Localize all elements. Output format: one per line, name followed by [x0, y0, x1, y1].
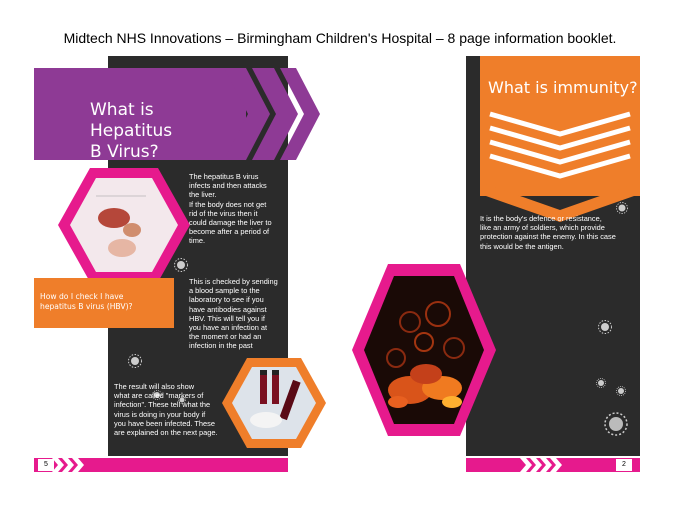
- virus-icon: [604, 412, 628, 436]
- check-line: a blood sample to the: [189, 286, 260, 296]
- result-text: [114, 382, 234, 437]
- microscopy-hexagon: [350, 262, 498, 438]
- left-page: [34, 56, 334, 484]
- footer-chevrons: [52, 458, 142, 472]
- hepatitis-title-line2: B Virus?: [90, 142, 159, 162]
- orange-chevrons-down: [486, 110, 634, 210]
- virus-icon: [616, 202, 628, 214]
- result-line: are explained on the next page.: [114, 428, 218, 438]
- intro-line: rid of the virus then it: [189, 208, 258, 218]
- page-number-left: 5: [38, 459, 54, 471]
- check-line: you have an infection at: [189, 323, 268, 333]
- intro-line: the liver.: [189, 190, 217, 200]
- result-line: infection". These tell what the: [114, 400, 211, 410]
- intro-line: infects and then attacks: [189, 181, 267, 191]
- check-line: the moment or had an: [189, 332, 262, 342]
- virus-icon: [616, 386, 626, 396]
- blood-tube: [260, 374, 267, 404]
- check-text: [189, 277, 289, 351]
- intro-text: [189, 172, 289, 246]
- hepatitis-title: [90, 100, 240, 163]
- intro-line: time.: [189, 236, 206, 246]
- result-line: virus is doing in your body if: [114, 409, 206, 419]
- virus-icon: [598, 320, 612, 334]
- blood-sample-hexagon: [220, 356, 328, 450]
- virus-icon: [174, 258, 188, 272]
- immunity-line: like an army of soldiers, which provide: [480, 223, 605, 233]
- footer-chevrons: [520, 458, 610, 472]
- intro-line: become after a period of: [189, 227, 270, 237]
- liver-shape: [98, 208, 130, 228]
- hbv-question-line2: hepatitus B virus (HBV)?: [40, 302, 133, 311]
- immunity-line: this would be the antigen.: [480, 241, 564, 251]
- immunity-title: What is immunity?: [488, 78, 638, 97]
- booklet-caption: Midtech NHS Innovations – Birmingham Children's Hospital – 8 page information booklet.: [63, 30, 617, 46]
- hepatitis-title-line1: What is Hepatitus: [90, 100, 173, 141]
- hbv-question: [40, 292, 170, 312]
- intro-line: The hepatitus B virus: [189, 172, 259, 181]
- check-line: laboratory to see if you: [189, 295, 264, 305]
- result-line: The result will also show: [114, 382, 195, 391]
- virus-icon: [596, 378, 606, 388]
- immunity-line: protection against the enemy. In this case: [480, 232, 616, 242]
- hbv-question-line1: How do I check I have: [40, 292, 124, 301]
- virus-icon: [128, 354, 142, 368]
- result-line: you have been infected. These: [114, 418, 215, 428]
- check-line: HBV. This will tell you if: [189, 313, 265, 323]
- check-line: have antibodies against: [189, 304, 267, 314]
- page-number-right: 2: [616, 459, 632, 471]
- immunity-text: [480, 214, 636, 251]
- check-line: This is checked by sending: [189, 277, 278, 286]
- intro-line: If the body does not get: [189, 199, 267, 209]
- immunity-line: It is the body's defence or resistance,: [480, 214, 602, 223]
- liver-illustration-hexagon: [56, 166, 192, 284]
- check-line: infection in the past: [189, 341, 253, 351]
- result-line: what are called "markers of: [114, 391, 204, 401]
- blood-tube: [272, 374, 279, 404]
- intro-line: could damage the liver to: [189, 218, 272, 228]
